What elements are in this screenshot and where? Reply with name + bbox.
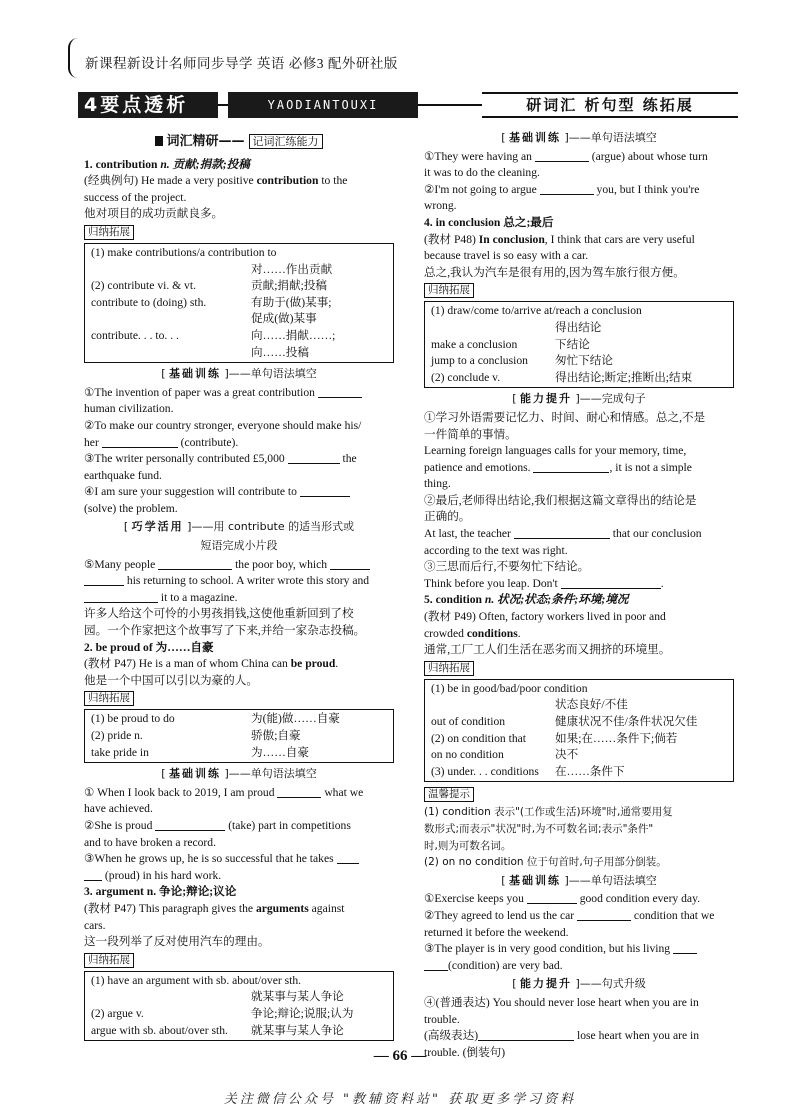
summary-box: (1) be proud to do 为(能)做……自豪 (2) pride n. 骄傲;自豪 take pride in 为……自豪 — [84, 709, 394, 763]
footer-note: 关注微信公众号 "教辅资料站" 获取更多学习资料 — [223, 1092, 577, 1107]
left-column: 词汇精研—— 记词汇练能力 1. contribution n. 贡献;捐款;投稿 (经典例句) He made a very positive contribution to the success of the project. 他对项目的成功贡献良多。 归纳拓展 (1) make contributions/a contribution to 对……作出贡献 (2) contribute vi. & vt. 贡献;捐献;投稿 contribute to (doing) sth. 有助于(做)某事; 促成(做)某事 contribute. . . to. . . 向……捐献……; 向……投稿 [ 基础训练 ]——单句语法填空 ①The invention of paper was a great contribution human civilization. ②To make our country stronger, everyone should make his/ her (contribute). ③The writer personally contributed £5,000 the earthquake fund. ④I am sure your suggestion will contribute to (solve) the problem. [ 巧学活用 ]——用 contribute 的适当形式或 短语完成小片段 ⑤Many people the poor boy, which his returning to school. A writer wrote this story and it to a magazine. 许多人给这个可怜的小男孩捐钱,这使他重新回到了校 园。一个作家把这个故事写了下来,并给一家杂志投稿。 2. be proud of 为……自豪 (教材 P47) He is a man of whom China can be proud. 他是一个中国可以引以为豪的人。 归纳拓展 (1) be proud to do 为(能)做……自豪 (2) pride n. 骄傲;自豪 take pride in 为……自豪 [ 基础训练 ]——单句语法填空 ① When I look back to 2019, I am proud what we have achieved. ②She is proud (take) part in competitions and to have broken a record. ③When he grows up, he is so successful that he takes (proud) in his hard work. 3. argument n. 争论;辩论;议论 (教材 P47) This paragraph gives the arguments against cars. 这一段列举了反对使用汽车的理由。 归纳拓展 (1) have an argument with sb. about/over sth. 就某事与某人争论 (2) argue v. 争论;辩论;说服;认为 argue with sb. about/over sth. 就某事与某人争论 — [84, 128, 394, 1044]
drill-heading: [ 基础训练 ]——单句语法填空 — [501, 131, 657, 144]
tag-tip: 温馨提示 — [424, 787, 474, 802]
page-number: — 66 — — [373, 1048, 427, 1064]
spine-mark — [68, 38, 80, 78]
summary-box: (1) be in good/bad/poor condition 状态良好/不佳 out of condition 健康状况不佳/条件状况欠佳 (2) on condition that 如果;在……条件下;倘若 on no condition 决不 (3) under. . . conditions 在……条件下 — [424, 679, 734, 783]
ability-heading: [ 能力提升 ]——完成句子 — [512, 392, 646, 406]
qiao-heading: [ 巧学活用 ]——用 contribute 的适当形式或 — [123, 520, 355, 534]
drill-heading: [ 基础训练 ]——单句语法填空 — [161, 767, 317, 781]
banner-title: 4要点透析 — [78, 92, 218, 118]
drill-heading: [ 基础训练 ]——单句语法填空 — [161, 367, 317, 381]
ability-heading: [ 能力提升 ]——句式升级 — [512, 977, 646, 991]
tag-guina: 归纳拓展 — [84, 691, 134, 706]
tag-guina: 归纳拓展 — [84, 953, 134, 968]
banner-pinyin: YAODIANTOUXI — [228, 92, 418, 118]
banner-subtitle: 研词汇 析句型 练拓展 — [482, 92, 738, 118]
drill-heading: [ 基础训练 ]——单句语法填空 — [501, 873, 657, 887]
running-header: 新课程新设计名师同步导学 英语 必修3 配外研社版 — [85, 56, 398, 71]
summary-box: (1) draw/come to/arrive at/reach a conclusion 得出结论 make a conclusion 下结论 jump to a conclusion 匆忙下结论 (2) conclude v. 得出结论;断定;推断出;结束 — [424, 301, 734, 388]
square-bullet-icon — [155, 136, 163, 146]
summary-box: (1) make contributions/a contribution to 对……作出贡献 (2) contribute vi. & vt. 贡献;捐献;投稿 contribute to (doing) sth. 有助于(做)某事; 促成(做)某事 contribute. . . to. . . 向……捐献……; 向……投稿 — [84, 243, 394, 363]
right-column: [ 基础训练 ]——单句语法填空 ①They were having an (argue) about whose turn it was to do the cleaning. ②I'm not going to argue you, but I think you're wrong. 4. in conclusion 总之;最后 (教材 P48) In conclusion, I think that cars are very useful because travel is so easy with a car. 总之,我认为汽车是很有用的,因为驾车旅行很方便。 归纳拓展 (1) draw/come to/arrive at/reach a conclusion 得出结论 make a conclusion 下结论 jump to a conclusion 匆忙下结论 (2) conclude v. 得出结论;断定;推断出;结束 [ 能力提升 ]——完成句子 ①学习外语需要记忆力、时间、耐心和情感。总之,不是 一件简单的事情。 Learning foreign languages calls for your memory, time, patience and emotions. , it is not a simple thing. ②最后,老师得出结论,我们根据这篇文章得出的结论是 正确的。 At last, the teacher that our conclusion according to the text was right. ③三思而后行,不要匆忙下结论。 Think before you leap. Don't . 5. condition n. 状况;状态;条件;环境;境况 (教材 P49) Often, factory workers lived in poor and crowded conditions. 通常,工厂工人们生活在恶劣而又拥挤的环境里。 归纳拓展 (1) be in good/bad/poor condition 状态良好/不佳 out of condition 健康状况不佳/条件状况欠佳 (2) on condition that 如果;在……条件下;倘若 on no condition 决不 (3) under. . . conditions 在……条件下 温馨提示 (1) condition 表示"(工作或生活)环境"时,通常要用复 数形式;而表示"状况"时,为不可数名词;表示"条件" 时,则为可数名词。 (2) on no condition 位于句首时,句子用部分倒装。 [ 基础训练 ]——单句语法填空 ①Exercise keeps you good condition every day. ②They agreed to lend us the car condition that we returned it before the weekend. ③The player is in very good condition, but his living (condition) are very bad. [ 能力提升 ]——句式升级 ④(普通表达) You should never lose heart when you are in trouble. (高级表达) lose heart when you are in trouble. (倒装句) — [424, 128, 734, 1061]
tag-guina: 归纳拓展 — [424, 661, 474, 676]
section-title: 词汇精研—— 记词汇练能力 — [84, 134, 394, 151]
tag-guina: 归纳拓展 — [424, 283, 474, 298]
section-banner — [78, 92, 738, 118]
summary-box: (1) have an argument with sb. about/over sth. 就某事与某人争论 (2) argue v. 争论;辩论;说服;认为 argue with sb. about/over sth. 就某事与某人争论 — [84, 971, 394, 1041]
tag-guina: 归纳拓展 — [84, 225, 134, 240]
